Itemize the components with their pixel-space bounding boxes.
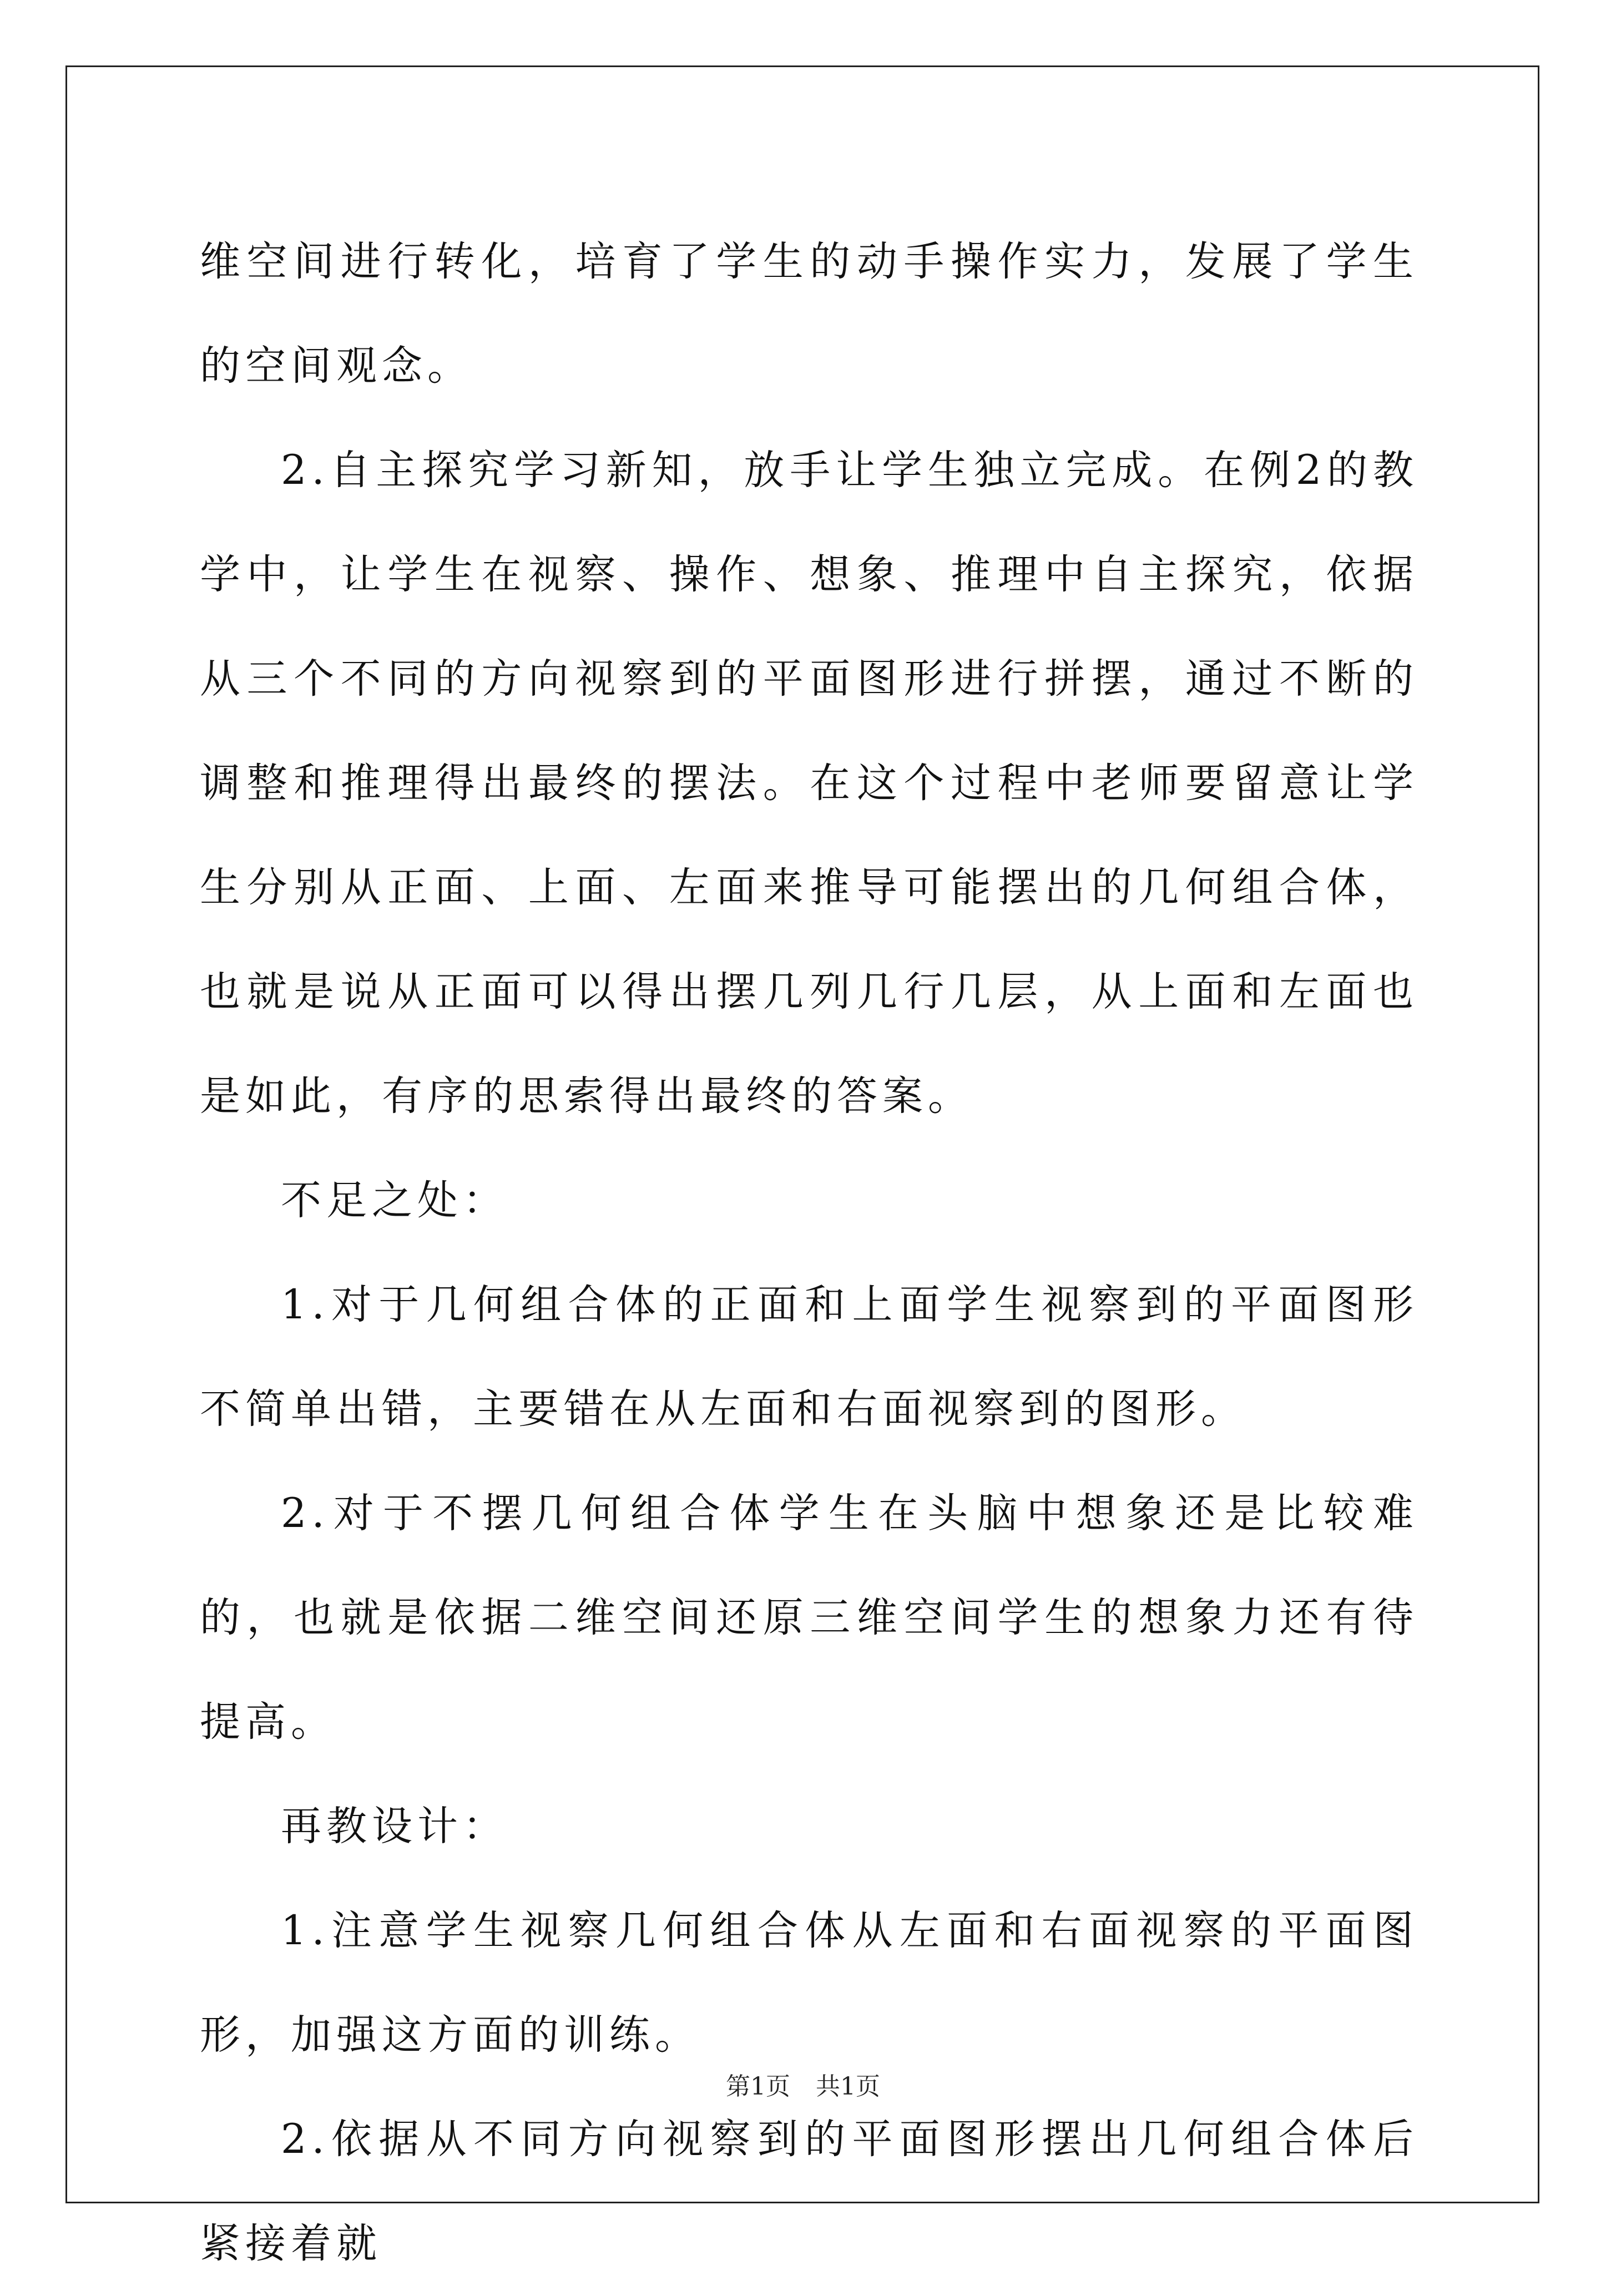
section-heading: 不足之处： — [281, 1177, 508, 1224]
body-paragraph: 维空间进行转化，培育了学生的动手操作实力，发展了学生的空间观念。 — [200, 238, 1418, 390]
page-total: 共1页 — [816, 2072, 880, 2101]
body-paragraph: 1.对于几何组合体的正面和上面学生视察到的平面图形不简单出错，主要错在从左面和右面视察到的图形。 — [200, 1281, 1418, 1433]
body-paragraph: 2.对于不摆几何组合体学生在头脑中想象还是比较难的，也就是依据二维空间还原三维空间学生的想象力还有待提高。 — [200, 1490, 1418, 1746]
page-footer — [0, 2066, 1606, 2102]
body-paragraph: 2.依据从不同方向视察到的平面图形摆出几何组合体后紧接着就 — [200, 2116, 1418, 2267]
body-paragraph: 1.注意学生视察几何组合体从左面和右面视察的平面图形，加强这方面的训练。 — [200, 1907, 1418, 2059]
body-paragraph: 2.自主探究学习新知，放手让学生独立完成。在例2的教学中，让学生在视察、操作、想象、推理中自主探究，依据从三个不同的方向视察到的平面图形进行拼摆，通过不断的调整和推理得出最终的摆法。在这个过程中老师要留意让学生分别从正面、上面、左面来推导可能摆出的几何组合体，也就是说从正面可以得出摆几列几行几层，从上面和左面也是如此，有序的思索得出最终的答案。 — [200, 447, 1418, 1120]
document-body — [200, 210, 1418, 2296]
page-number: 第1页 — [726, 2072, 790, 2101]
section-heading: 再教设计： — [281, 1803, 508, 1850]
